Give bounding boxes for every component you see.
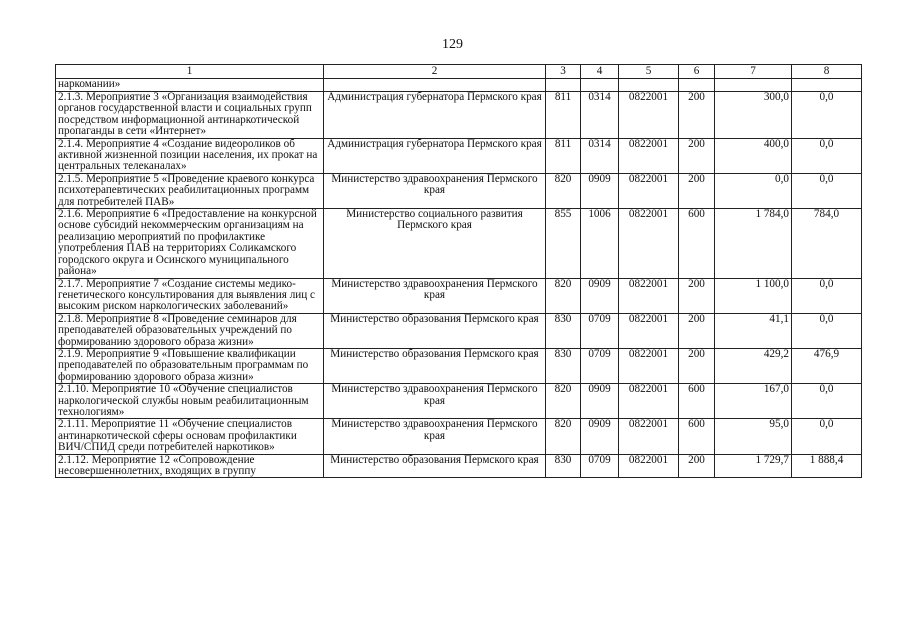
continuation-text: наркомании» (56, 79, 324, 92)
activity-name: 2.1.11. Мероприятие 11 «Обучение специалистов антинаркотической сферы основам профилактики ВИЧ/СПИД среди потребителей наркотиков» (56, 419, 324, 454)
header-cell: 8 (792, 65, 862, 79)
empty-cell (679, 79, 715, 92)
activity-name: 2.1.6. Мероприятие 6 «Предоставление на конкурсной основе субсидий некоммерческим организациям на реализацию мероприятий по профилактике употребления ПАВ на территориях Соликамского городского округа и Осинского муниципального района» (56, 209, 324, 278)
code-target: 0822001 (619, 209, 679, 278)
responsible-body: Министерство здравоохранения Пермского края (324, 384, 546, 419)
amount-year1: 1 100,0 (715, 278, 792, 313)
amount-year1: 1 784,0 (715, 209, 792, 278)
code-expense-type: 200 (679, 313, 715, 348)
table-row (56, 92, 862, 139)
code-target: 0822001 (619, 384, 679, 419)
amount-year2: 0,0 (792, 173, 862, 208)
code-section: 1006 (581, 209, 619, 278)
code-section: 0709 (581, 454, 619, 478)
code-section: 0909 (581, 278, 619, 313)
responsible-body: Администрация губернатора Пермского края (324, 138, 546, 173)
responsible-body: Министерство социального развития Пермского края (324, 209, 546, 278)
responsible-body: Министерство здравоохранения Пермского края (324, 419, 546, 454)
activity-name: 2.1.5. Мероприятие 5 «Проведение краевого конкурса психотерапевтических реабилитационных программ для потребителей ПАВ» (56, 173, 324, 208)
header-row (56, 65, 862, 79)
code-expense-type: 200 (679, 454, 715, 478)
code-section: 0709 (581, 313, 619, 348)
code-target: 0822001 (619, 313, 679, 348)
amount-year2: 0,0 (792, 278, 862, 313)
code-expense-type: 600 (679, 209, 715, 278)
empty-cell (581, 79, 619, 92)
responsible-body: Министерство образования Пермского края (324, 348, 546, 383)
code-target: 0822001 (619, 173, 679, 208)
amount-year2: 1 888,4 (792, 454, 862, 478)
code-expense-type: 600 (679, 419, 715, 454)
page-number: 129 (442, 37, 463, 52)
amount-year2: 0,0 (792, 313, 862, 348)
code-target: 0822001 (619, 454, 679, 478)
responsible-body: Министерство образования Пермского края (324, 313, 546, 348)
code-target: 0822001 (619, 348, 679, 383)
amount-year1: 429,2 (715, 348, 792, 383)
empty-cell (715, 79, 792, 92)
code-admin: 811 (546, 138, 581, 173)
header-cell: 4 (581, 65, 619, 79)
header-cell: 7 (715, 65, 792, 79)
amount-year1: 167,0 (715, 384, 792, 419)
table-row (56, 138, 862, 173)
code-expense-type: 200 (679, 173, 715, 208)
responsible-body: Министерство здравоохранения Пермского края (324, 173, 546, 208)
activity-name: 2.1.7. Мероприятие 7 «Создание системы медико-генетического консультирования для выявления лиц с высоким риском наркологических заболеваний» (56, 278, 324, 313)
table-row (56, 454, 862, 478)
amount-year2: 784,0 (792, 209, 862, 278)
code-admin: 830 (546, 348, 581, 383)
code-expense-type: 200 (679, 348, 715, 383)
code-section: 0314 (581, 92, 619, 139)
activity-name: 2.1.12. Мероприятие 12 «Сопровождение несовершеннолетних, входящих в группу (56, 454, 324, 478)
code-section: 0709 (581, 348, 619, 383)
code-target: 0822001 (619, 419, 679, 454)
amount-year2: 476,9 (792, 348, 862, 383)
code-section: 0909 (581, 384, 619, 419)
code-expense-type: 200 (679, 138, 715, 173)
amount-year2: 0,0 (792, 419, 862, 454)
empty-cell (792, 79, 862, 92)
amount-year1: 300,0 (715, 92, 792, 139)
budget-table (55, 64, 862, 478)
code-admin: 820 (546, 419, 581, 454)
code-target: 0822001 (619, 138, 679, 173)
code-section: 0909 (581, 173, 619, 208)
code-admin: 820 (546, 384, 581, 419)
empty-cell (546, 79, 581, 92)
amount-year2: 0,0 (792, 138, 862, 173)
code-expense-type: 200 (679, 278, 715, 313)
amount-year1: 41,1 (715, 313, 792, 348)
empty-cell (324, 79, 546, 92)
responsible-body: Министерство образования Пермского края (324, 454, 546, 478)
amount-year2: 0,0 (792, 384, 862, 419)
activity-name: 2.1.3. Мероприятие 3 «Организация взаимодействия органов государственной власти и социальных групп посредством информационной антинаркотической пропаганды в сети «Интернет» (56, 92, 324, 139)
code-admin: 820 (546, 173, 581, 208)
activity-name: 2.1.10. Мероприятие 10 «Обучение специалистов наркологической службы новым реабилитационным технологиям» (56, 384, 324, 419)
header-cell: 6 (679, 65, 715, 79)
code-admin: 855 (546, 209, 581, 278)
header-cell: 5 (619, 65, 679, 79)
code-admin: 820 (546, 278, 581, 313)
code-expense-type: 200 (679, 92, 715, 139)
amount-year1: 0,0 (715, 173, 792, 208)
header-cell: 1 (56, 65, 324, 79)
code-admin: 830 (546, 313, 581, 348)
table-row (56, 173, 862, 208)
code-target: 0822001 (619, 92, 679, 139)
code-target: 0822001 (619, 278, 679, 313)
code-section: 0314 (581, 138, 619, 173)
amount-year1: 95,0 (715, 419, 792, 454)
table-row (56, 209, 862, 278)
table-row (56, 278, 862, 313)
header-cell: 2 (324, 65, 546, 79)
table-row (56, 348, 862, 383)
code-admin: 811 (546, 92, 581, 139)
amount-year2: 0,0 (792, 92, 862, 139)
empty-cell (619, 79, 679, 92)
activity-name: 2.1.4. Мероприятие 4 «Создание видеороликов об активной жизненной позиции населения, их прокат на центральных телеканалах» (56, 138, 324, 173)
table-row (56, 384, 862, 419)
table-row (56, 313, 862, 348)
continuation-row (56, 79, 862, 92)
code-section: 0909 (581, 419, 619, 454)
amount-year1: 1 729,7 (715, 454, 792, 478)
table-row (56, 419, 862, 454)
header-cell: 3 (546, 65, 581, 79)
activity-name: 2.1.8. Мероприятие 8 «Проведение семинаров для преподавателей образовательных учреждений по формированию здорового образа жизни» (56, 313, 324, 348)
activity-name: 2.1.9. Мероприятие 9 «Повышение квалификации преподавателей по образовательным программам по формированию здорового образа жизни» (56, 348, 324, 383)
code-admin: 830 (546, 454, 581, 478)
responsible-body: Министерство здравоохранения Пермского края (324, 278, 546, 313)
responsible-body: Администрация губернатора Пермского края (324, 92, 546, 139)
amount-year1: 400,0 (715, 138, 792, 173)
code-expense-type: 600 (679, 384, 715, 419)
